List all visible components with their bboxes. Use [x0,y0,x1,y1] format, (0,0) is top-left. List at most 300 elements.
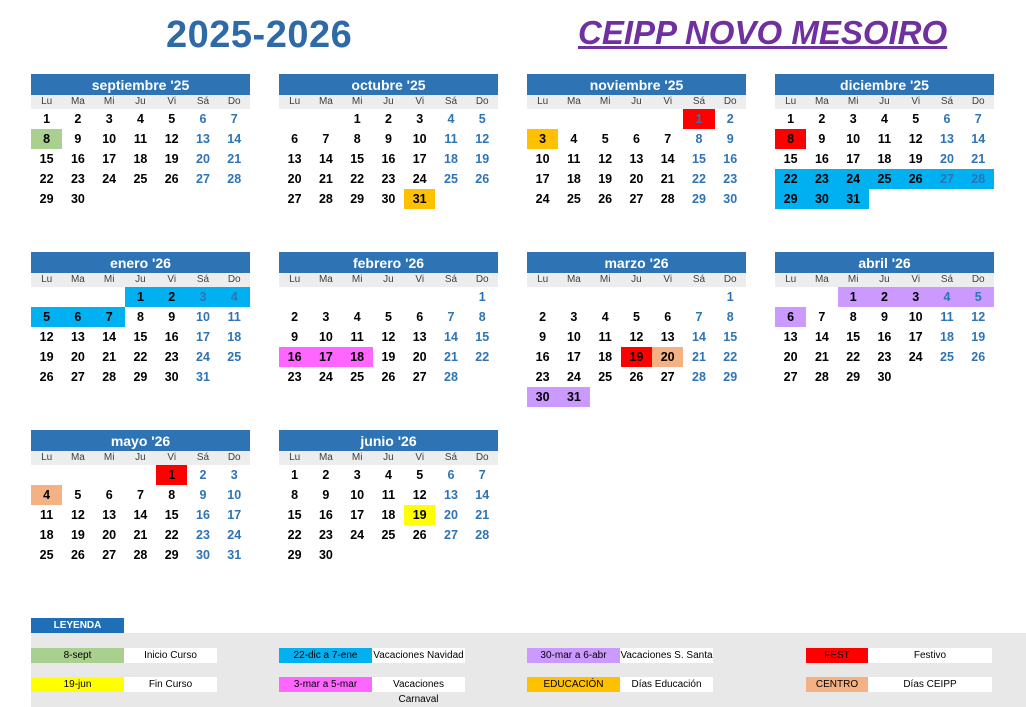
weekday-label: Ma [814,96,829,107]
day-cell: 14 [227,132,242,146]
day-cell: 30 [806,189,837,209]
day-cell: 25 [133,172,148,186]
weekday-label: Lu [785,274,797,285]
day-cell: 13 [287,152,302,166]
month-block [279,252,498,387]
day-cell: 18 [877,152,892,166]
weekday-label: Sá [940,96,954,107]
day-cell: 1 [726,290,734,304]
day-cell: 10 [318,330,333,344]
legend-code: 3-mar a 5-mar [279,677,372,692]
weekday-label: Sá [692,274,706,285]
weekday-header [31,273,250,287]
weekday-label: Ma [70,274,85,285]
legend-code: 8-sept [31,648,124,663]
empty-cell [869,189,900,209]
day-cell: 27 [70,370,85,384]
day-cell: 4 [136,112,144,126]
day-cell: 7 [136,488,144,502]
day-cell: 8 [31,129,62,149]
week-row [31,505,250,525]
legend-label: Vacaciones Navidad [373,650,464,661]
weekday-header [31,95,250,109]
day-cell: 6 [664,310,672,324]
day-cell: 3 [353,468,361,482]
day-cell: 17 [412,152,427,166]
day-cell: 18 [566,172,581,186]
week-row [279,189,498,209]
empty-cell [31,287,62,307]
day-cell: 27 [931,169,962,189]
day-cell: 29 [164,548,179,562]
empty-cell [156,189,187,209]
day-cell: 19 [164,152,179,166]
weekday-header [279,95,498,109]
day-cell: 26 [412,528,427,542]
week-row [775,327,994,347]
empty-cell [342,545,373,565]
day-cell: 30 [527,387,558,407]
day-cell: 3 [570,310,578,324]
day-cell: 8 [291,488,299,502]
day-cell: 13 [102,508,117,522]
day-cell: 11 [350,330,364,344]
day-cell: 6 [632,132,640,146]
empty-cell [683,387,714,407]
day-cell: 20 [940,152,954,166]
week-row [31,169,250,189]
day-cell: 2 [539,310,547,324]
day-cell: 1 [353,112,361,126]
empty-cell [652,109,683,129]
week-row [31,149,250,169]
weekday-label: Vi [167,274,177,285]
day-cell: 22 [287,528,302,542]
day-cell: 17 [846,152,861,166]
day-cell: 12 [39,330,54,344]
day-cell: 10 [412,132,427,146]
day-cell: 19 [381,350,396,364]
day-cell: 1 [838,287,869,307]
weekday-label: Vi [911,96,921,107]
weekday-label: Ju [631,274,642,285]
week-row [31,327,250,347]
empty-cell [94,189,125,209]
weekday-label: Vi [167,96,177,107]
empty-cell [558,109,589,129]
weekday-label: Lu [289,452,301,463]
weekday-label: Ma [70,452,85,463]
day-cell: 3 [527,129,558,149]
day-cell: 19 [598,172,613,186]
day-cell: 25 [444,172,458,186]
empty-cell [219,367,250,387]
week-row [279,129,498,149]
day-cell: 26 [475,172,490,186]
day-cell: 19 [404,505,435,525]
day-cell: 27 [660,370,675,384]
day-cell: 17 [227,508,242,522]
day-cell: 15 [39,152,54,166]
day-cell: 12 [381,330,396,344]
month-title: marzo '26 [527,252,746,273]
day-cell: 22 [350,172,365,186]
legend-label: Vacaciones Carnaval [372,677,465,692]
weekday-label: Sá [692,96,706,107]
day-cell: 17 [535,172,550,186]
day-cell: 9 [384,132,392,146]
day-cell: 27 [629,192,644,206]
day-cell: 24 [566,370,581,384]
legend-code: EDUCACIÓN [527,677,620,692]
month-title: noviembre '25 [527,74,746,95]
day-cell: 28 [227,172,242,186]
day-cell: 2 [156,287,187,307]
day-cell: 20 [652,347,683,367]
day-cell: 23 [877,350,892,364]
month-block [527,252,746,407]
day-cell: 28 [475,528,490,542]
day-cell: 2 [384,112,392,126]
day-cell: 15 [846,330,861,344]
month-title: mayo '26 [31,430,250,451]
empty-cell [683,287,714,307]
day-cell: 3 [849,112,857,126]
weekday-label: Mi [351,274,363,285]
day-cell: 3 [416,112,424,126]
day-cell: 14 [444,330,458,344]
month-block [527,74,746,209]
weekday-label: Sá [444,274,458,285]
day-cell: 1 [291,468,299,482]
weekday-label: Mi [599,96,611,107]
week-row [527,129,746,149]
weekday-label: Do [971,274,985,285]
day-cell: 28 [963,169,994,189]
weekday-label: Lu [289,96,301,107]
week-row [527,347,746,367]
day-cell: 28 [692,370,706,384]
empty-cell [527,109,558,129]
day-cell: 3 [900,287,931,307]
empty-cell [652,387,683,407]
day-cell: 30 [70,192,85,206]
day-cell: 26 [598,192,613,206]
day-cell: 7 [695,310,703,324]
day-cell: 23 [164,350,179,364]
day-cell: 10 [350,488,365,502]
day-cell: 12 [971,310,986,324]
day-cell: 12 [475,132,490,146]
weekday-label: Vi [663,274,673,285]
weekday-label: Ju [135,452,146,463]
month-title: junio '26 [279,430,498,451]
weekday-label: Mi [847,274,859,285]
week-row [775,367,994,387]
empty-cell [404,287,435,307]
weekday-label: Do [475,452,489,463]
day-cell: 23 [806,169,837,189]
day-cell: 10 [908,310,923,324]
day-cell: 1 [43,112,51,126]
legend-code: 19-jun [31,677,124,692]
day-cell: 2 [199,468,207,482]
week-row [527,169,746,189]
day-cell: 2 [818,112,826,126]
day-cell: 11 [940,310,954,324]
day-cell: 23 [70,172,85,186]
day-cell: 21 [692,350,706,364]
empty-cell [527,287,558,307]
day-cell: 21 [660,172,675,186]
weekday-label: Lu [785,96,797,107]
month-block [775,74,994,209]
day-cell: 16 [279,347,310,367]
week-row [279,505,498,525]
day-cell: 28 [814,370,829,384]
day-cell: 25 [39,548,54,562]
week-row [31,129,250,149]
day-cell: 24 [350,528,365,542]
day-cell: 9 [539,330,547,344]
empty-cell [310,287,341,307]
day-cell: 25 [381,528,396,542]
weekday-label: Ma [318,96,333,107]
day-cell: 10 [566,330,581,344]
day-cell: 20 [783,350,798,364]
weekday-label: Sá [196,96,210,107]
day-cell: 22 [846,350,861,364]
empty-cell [279,287,310,307]
week-row [775,149,994,169]
weekday-label: Ju [383,274,394,285]
day-cell: 18 [39,528,54,542]
day-cell: 13 [660,330,675,344]
day-cell: 11 [227,310,241,324]
day-cell: 2 [291,310,299,324]
day-cell: 8 [168,488,176,502]
weekday-label: Mi [103,274,115,285]
weekday-label: Do [227,452,241,463]
day-cell: 7 [94,307,125,327]
day-cell: 21 [227,152,242,166]
weekday-label: Ma [70,96,85,107]
week-row [775,307,994,327]
day-cell: 18 [227,330,242,344]
weekday-label: Vi [415,274,425,285]
day-cell: 9 [726,132,734,146]
day-cell: 19 [39,350,54,364]
empty-cell [806,287,837,307]
weekday-header [775,95,994,109]
day-cell: 13 [70,330,85,344]
week-row [279,287,498,307]
weekday-label: Mi [103,452,115,463]
day-cell: 12 [908,132,923,146]
legend-item [279,677,465,705]
day-cell: 16 [318,508,333,522]
day-cell: 3 [322,310,330,324]
day-cell: 7 [478,468,486,482]
week-row [31,465,250,485]
day-cell: 12 [598,152,613,166]
legend-item [806,648,992,663]
week-row [527,109,746,129]
week-row [775,169,994,189]
day-cell: 3 [105,112,113,126]
weekday-header [31,451,250,465]
empty-cell [31,465,62,485]
empty-cell [373,545,404,565]
week-row [527,149,746,169]
week-row [527,307,746,327]
day-cell: 18 [342,347,373,367]
day-cell: 29 [133,370,148,384]
day-cell: 17 [310,347,341,367]
empty-cell [467,189,498,209]
day-cell: 15 [287,508,302,522]
day-cell: 16 [877,330,892,344]
day-cell: 12 [412,488,427,502]
day-cell: 5 [416,468,424,482]
day-cell: 30 [164,370,179,384]
day-cell: 20 [287,172,302,186]
week-row [279,367,498,387]
week-row [31,485,250,505]
weekday-label: Do [475,274,489,285]
day-cell: 8 [478,310,486,324]
month-block [31,430,250,565]
day-cell: 29 [39,192,54,206]
empty-cell [94,465,125,485]
day-cell: 8 [849,310,857,324]
day-cell: 25 [598,370,613,384]
day-cell: 1 [156,465,187,485]
empty-cell [963,367,994,387]
day-cell: 30 [318,548,333,562]
month-block [279,74,498,209]
day-cell: 10 [196,310,210,324]
day-cell: 14 [692,330,706,344]
day-cell: 9 [291,330,299,344]
day-cell: 27 [412,370,427,384]
weekday-label: Mi [847,96,859,107]
day-cell: 11 [877,132,892,146]
empty-cell [373,287,404,307]
weekday-label: Lu [41,452,53,463]
day-cell: 14 [475,488,490,502]
day-cell: 29 [287,548,302,562]
day-cell: 14 [133,508,148,522]
day-cell: 28 [133,548,148,562]
day-cell: 1 [478,290,486,304]
day-cell: 5 [912,112,920,126]
weekday-label: Vi [167,452,177,463]
weekday-label: Do [227,96,241,107]
day-cell: 28 [318,192,333,206]
day-cell: 10 [846,132,861,146]
month-title: febrero '26 [279,252,498,273]
day-cell: 5 [384,310,392,324]
empty-cell [621,109,652,129]
day-cell: 25 [566,192,581,206]
day-cell: 27 [102,548,117,562]
empty-cell [62,287,93,307]
day-cell: 14 [971,132,986,146]
day-cell: 14 [102,330,117,344]
day-cell: 24 [102,172,117,186]
month-title: septiembre '25 [31,74,250,95]
day-cell: 11 [567,152,581,166]
day-cell: 9 [322,488,330,502]
weekday-label: Lu [537,274,549,285]
day-cell: 17 [196,330,210,344]
day-cell: 31 [558,387,589,407]
weekday-label: Lu [41,274,53,285]
day-cell: 26 [629,370,644,384]
day-cell: 21 [475,508,490,522]
weekday-label: Ju [879,96,890,107]
empty-cell [621,287,652,307]
week-row [279,545,498,565]
day-cell: 8 [353,132,361,146]
day-cell: 18 [598,350,613,364]
weekday-label: Ma [318,452,333,463]
month-title: diciembre '25 [775,74,994,95]
empty-cell [404,545,435,565]
day-cell: 6 [105,488,113,502]
weekday-label: Lu [41,96,53,107]
day-cell: 16 [814,152,829,166]
day-cell: 15 [164,508,179,522]
day-cell: 1 [683,109,714,129]
day-cell: 26 [70,548,85,562]
week-row [279,109,498,129]
empty-cell [931,367,962,387]
legend-label: Inicio Curso [124,648,217,663]
day-cell: 24 [196,350,210,364]
legend-label: Fin Curso [124,677,217,692]
day-cell: 4 [570,132,578,146]
week-row [775,347,994,367]
day-cell: 13 [444,488,458,502]
day-cell: 9 [168,310,176,324]
empty-cell [62,465,93,485]
day-cell: 13 [783,330,798,344]
legend-label: Días Educación [620,677,713,692]
empty-cell [558,287,589,307]
weekday-label: Ju [383,96,394,107]
empty-cell [931,189,962,209]
day-cell: 16 [723,152,738,166]
legend-code: CENTRO [806,677,868,692]
empty-cell [652,287,683,307]
day-cell: 20 [629,172,644,186]
empty-cell [125,189,156,209]
day-cell: 24 [318,370,333,384]
weekday-label: Mi [351,96,363,107]
weekday-label: Mi [103,96,115,107]
week-row [279,327,498,347]
day-cell: 19 [70,528,85,542]
month-title: abril '26 [775,252,994,273]
week-row [279,485,498,505]
day-cell: 7 [664,132,672,146]
empty-cell [590,109,621,129]
day-cell: 11 [598,330,612,344]
day-cell: 5 [601,132,609,146]
day-cell: 15 [350,152,365,166]
